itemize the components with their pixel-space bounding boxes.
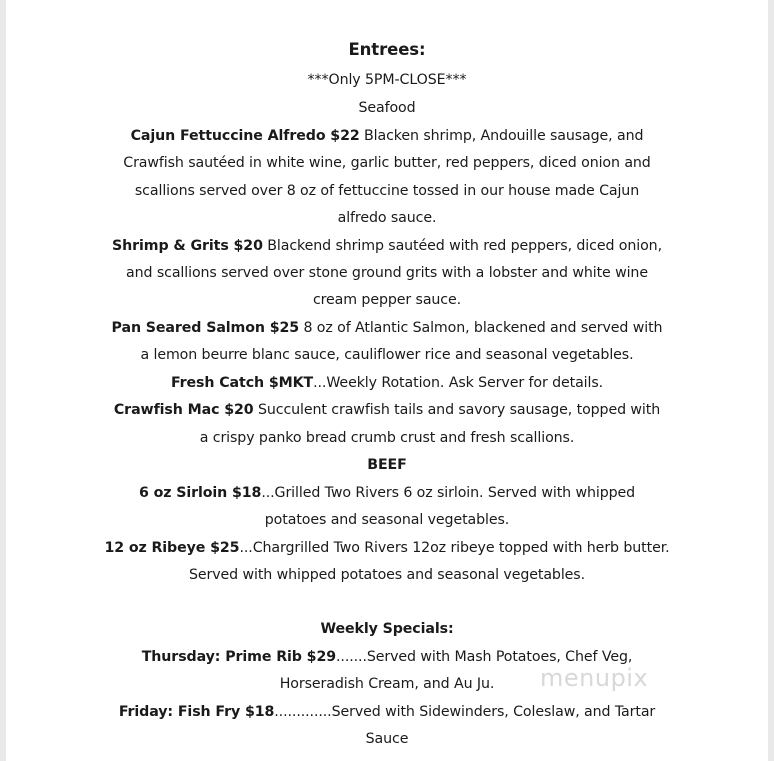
description-line — [0, 565, 774, 585]
description-line — [0, 345, 774, 365]
item-name: Shrimp & Grits $20 — [112, 238, 263, 254]
item-name: Pan Seared Salmon $25 — [111, 320, 300, 336]
item-description: Blackend shrimp sautéed with red peppers, diced onion, — [262, 238, 662, 254]
description-text: Sauce — [365, 731, 409, 747]
item-description: ...Chargrilled Two Rivers 12oz ribeye topped with herb butter. — [239, 540, 670, 556]
description-text: potatoes and seasonal vegetables. — [264, 512, 510, 528]
description-text: scallions served over 8 oz of fettuccine tossed in our house made Cajun — [134, 183, 640, 199]
item-description: 8 oz of Atlantic Salmon, blackened and served with — [299, 320, 663, 336]
description-line — [0, 263, 774, 283]
description-text: Crawfish sautéed in white wine, garlic butter, red peppers, diced onion and — [123, 155, 651, 171]
item-name: 12 oz Ribeye $25 — [104, 540, 240, 556]
watermark-logo: menupix — [540, 664, 649, 692]
description-line — [0, 729, 774, 749]
description-line — [0, 510, 774, 530]
item-description: ...Grilled Two Rivers 6 oz sirloin. Served with whipped — [261, 485, 636, 501]
item-name: Fresh Catch $MKT — [170, 375, 314, 391]
item-description: Succulent crawfish tails and savory sausage, topped with — [253, 402, 661, 418]
description-text: alfredo sauce. — [337, 210, 437, 226]
description-line — [0, 674, 774, 694]
section-seafood: Seafood — [358, 100, 416, 116]
hours-note: ***Only 5PM-CLOSE*** — [307, 72, 467, 88]
description-line — [0, 428, 774, 448]
item-name: Cajun Fettuccine Alfredo $22 — [130, 128, 360, 144]
item-description: ...Weekly Rotation. Ask Server for details. — [313, 375, 604, 391]
item-description: .......Served with Mash Potatoes, Chef Veg, — [336, 649, 633, 665]
description-line — [0, 290, 774, 310]
description-text: and scallions served over stone ground grits with a lobster and white wine — [126, 265, 648, 281]
item-name: Thursday: Prime Rib $29 — [141, 649, 336, 665]
menu-item-sirloin — [0, 483, 774, 503]
description-text: Served with whipped potatoes and seasonal vegetables. — [188, 567, 586, 583]
item-description: Blacken shrimp, Andouille sausage, and — [359, 128, 644, 144]
section-heading: Weekly Specials: — [320, 621, 454, 637]
description-line — [0, 181, 774, 201]
page-title: Entrees: — [348, 40, 426, 59]
menu-item-salmon — [0, 318, 774, 338]
description-text: a lemon beurre blanc sauce, cauliflower rice and seasonal vegetables. — [140, 347, 634, 363]
description-text: Horseradish Cream, and Au Ju. — [279, 676, 495, 692]
menu-item-fresh-catch — [0, 373, 774, 393]
menu-item-cajun-fettuccine — [0, 126, 774, 146]
description-text: a crispy panko bread crumb crust and fresh scallions. — [199, 430, 575, 446]
menu-item-crawfish-mac — [0, 400, 774, 420]
item-name: 6 oz Sirloin $18 — [138, 485, 262, 501]
description-line — [0, 208, 774, 228]
special-thursday — [0, 647, 774, 667]
section-beef — [0, 455, 774, 475]
item-description: .............Served with Sidewinders, Coleslaw, and Tartar — [274, 704, 656, 720]
description-text: cream pepper sauce. — [312, 292, 462, 308]
item-name: Friday: Fish Fry $18 — [118, 704, 275, 720]
description-line — [0, 153, 774, 173]
menu-item-ribeye — [0, 538, 774, 558]
menu-item-shrimp-grits — [0, 236, 774, 256]
item-name: Crawfish Mac $20 — [113, 402, 254, 418]
section-heading: BEEF — [367, 457, 407, 473]
special-friday — [0, 702, 774, 722]
section-weekly-specials — [0, 619, 774, 639]
